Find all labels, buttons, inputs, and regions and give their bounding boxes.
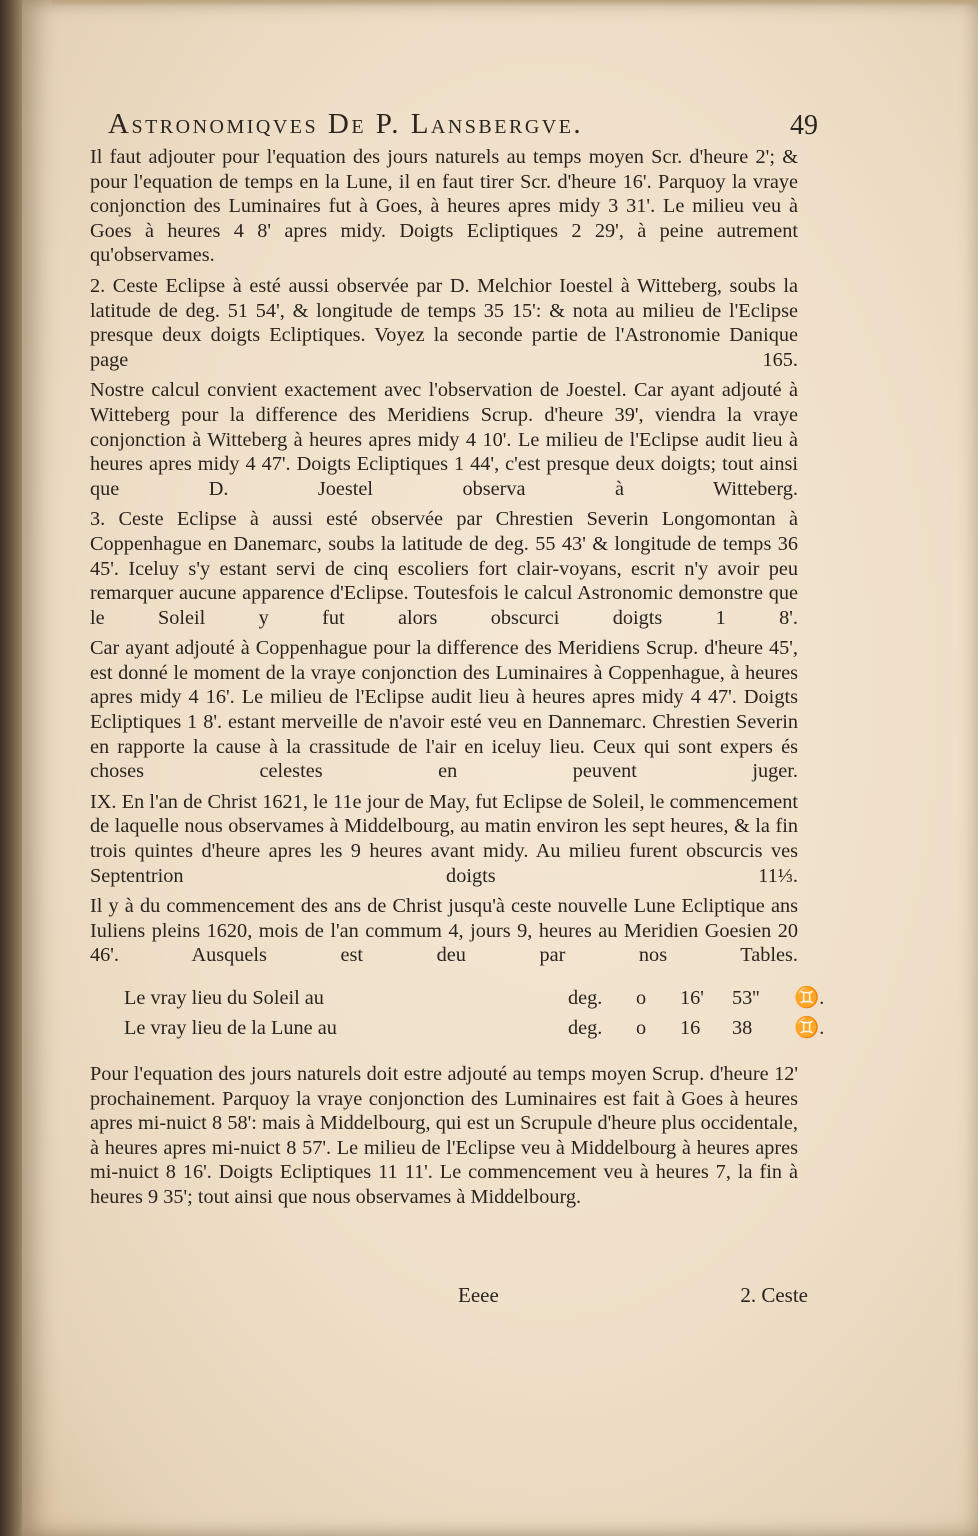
page-footer xyxy=(90,1283,808,1313)
paragraph-7: Il y à du commencement des ans de Christ jusqu'à ceste nouvelle Lune Ecliptique ans Iuliens pleins 1620, mois de l'an commum 4, jours 9, heures au Meridien Goesien 20 46'. Ausquels est deu par nos Tables. xyxy=(90,895,798,967)
paragraph-6: IX. En l'an de Christ 1621, le 11e jour de May, fut Eclipse de Soleil, le commencement de laquelle nous observames à Middelbourg, au matin environ les sept heures, & la fin trois quintes d'heure apres les 9 heures avant midy. Au milieu furent obscurcis ves Septentrion doigts 11⅓. xyxy=(90,790,798,887)
gemini-symbol: ♊. xyxy=(794,987,825,1009)
body-text xyxy=(90,145,825,1216)
row-unit: deg. xyxy=(568,1017,603,1039)
row-sign: o xyxy=(636,987,647,1009)
row-sign: o xyxy=(636,1017,647,1039)
row-label: Le vray lieu du Soleil au xyxy=(124,987,324,1009)
paragraph-5: Car ayant adjouté à Coppenhague pour la difference des Meridiens Scrup. d'heure 45', est donné le moment de la vraye conjonction des Luminaires à Coppenhague, à heures apres midy 4 16'. Le milieu de l'Eclipse audit lieu à heures apres midy 4 47'. Doigts Ecliptiques 1 8'. estant merveille de n'avoir esté veu en Dannemarc. Chrestien Severin en rapporte la cause à la crassitude de l'air en iceluy lieu. Ceux qui sont expers és choses celestes en peuvent juger. xyxy=(90,637,798,783)
page-number: 49 xyxy=(790,110,818,141)
closing-paragraph: Pour l'equation des jours naturels doit estre adjouté au temps moyen Scrup. d'heure 12' prochainement. Parquoy la vraye conjonction des Luminaires est fait à Goes à heures apres mi-nuict 8 58': mais à Middelbourg, qui est un Scrupule d'heure plus occidentale, à heures apres mi-nuict 8 57'. Le milieu de l'Eclipse veu à Middelbourg à heures apres mi-nuict 8 16'. Doigts Ecliptiques 11 11'. Le commencement veu à heures 7, la fin à heures 9 35'; tout ainsi que nous observames à Middelbourg. xyxy=(90,1063,798,1208)
row-values xyxy=(568,986,824,1011)
row-minutes: 53'' xyxy=(732,987,760,1009)
gemini-symbol: ♊. xyxy=(794,1017,825,1039)
paragraph-3: Nostre calcul convient exactement avec l'observation de Joestel. Car ayant adjouté à Witteberg pour la difference des Meridiens Scrup. d'heure 39', viendra la vraye conjonction à Witteberg à heures apres midy 4 10'. Le milieu de l'Eclipse audit lieu à heures apres midy 4 47'. Doigts Ecliptiques 1 44', c'est presque deux doigts; tout ainsi que D. Joestel observa à Witteberg. xyxy=(90,379,798,500)
paragraph-2: 2. Ceste Eclipse à esté aussi observée par D. Melchior Ioestel à Witteberg, soubs la latitude de deg. 51 54', & longitude de temps 35 15': & nota au milieu de l'Eclipse presque deux doigts Ecliptiques. Voyez la seconde partie de l'Astronomie Danique page 165. xyxy=(90,274,798,371)
row-unit: deg. xyxy=(568,987,603,1009)
running-title: Astronomiqves De P. Lansbergve. xyxy=(108,108,584,140)
catchword: 2. Ceste xyxy=(740,1283,808,1307)
row-label: Le vray lieu de la Lune au xyxy=(124,1017,337,1039)
page-header xyxy=(108,104,818,144)
row-values xyxy=(568,1016,824,1041)
row-minutes: 38 xyxy=(732,1017,753,1039)
paragraph-4: 3. Ceste Eclipse à aussi esté observée par Chrestien Severin Longomontan à Coppenhague en Danemarc, soubs la latitude de deg. 55 43' & longitude de temps 36 45'. Iceluy s'y estant servi de cinq escoliers fort clair-voyans, escrit n'y avoir peu remarquer aucune apparence d'Eclipse. Toutesfois le calcul Astronomic demonstre que le Soleil y fut alors obscurci doigts 1 8'. xyxy=(90,508,798,629)
signature-mark: Eeee xyxy=(458,1283,499,1307)
page-top-edge xyxy=(52,0,978,6)
position-table xyxy=(90,984,825,1044)
row-degrees: 16' xyxy=(680,987,704,1009)
table-row xyxy=(90,984,825,1014)
row-degrees: 16 xyxy=(680,1017,701,1039)
table-row xyxy=(90,1014,825,1044)
paragraph-1: Il faut adjouter pour l'equation des jours naturels au temps moyen Scr. d'heure 2'; & pour l'equation de temps en la Lune, il en faut tirer Scr. d'heure 16'. Parquoy la vraye conjonction des Luminaires fut à Goes, à heures apres midy 3 31'. Le milieu veu à Goes à heures 4 8' apres midy. Doigts Ecliptiques 2 29', à peine autrement qu'observames. xyxy=(90,146,798,267)
